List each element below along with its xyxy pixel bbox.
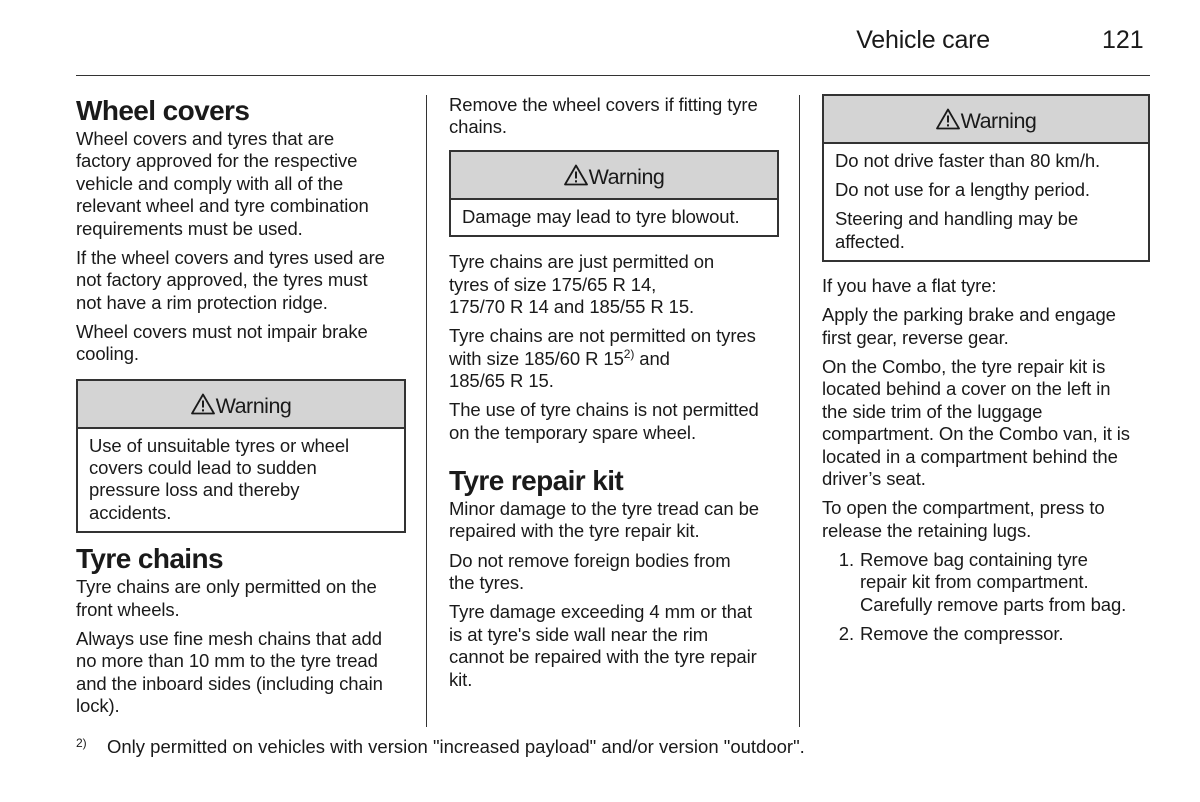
header-divider bbox=[76, 75, 1150, 76]
warning-box bbox=[76, 379, 406, 534]
list-item bbox=[822, 549, 1150, 616]
paragraph: To open the compartment, press to release the retaining lugs. bbox=[822, 497, 1105, 541]
column-1 bbox=[76, 94, 406, 724]
paragraph bbox=[449, 325, 779, 392]
paragraph: The use of tyre chains is not permitted on the temporary spare wheel. bbox=[449, 399, 759, 443]
paragraph: Wheel covers and tyres that are factory approved for the respective vehicle and comply with all of the relevant wheel and tyre combination requirements must be used. bbox=[76, 128, 369, 239]
step-text: Remove the compressor. bbox=[860, 622, 1064, 644]
warning-box bbox=[822, 94, 1150, 262]
heading-tyre-chains: Tyre chains bbox=[76, 543, 223, 575]
paragraph: Wheel covers must not impair brake cooling. bbox=[76, 320, 368, 365]
warning-header bbox=[78, 381, 404, 429]
paragraph: Remove the wheel covers if fitting tyre chains. bbox=[449, 94, 758, 138]
page-number: 121 bbox=[1102, 26, 1144, 54]
warning-text: Damage may lead to tyre blowout. bbox=[462, 205, 740, 227]
warning-triangle-icon bbox=[191, 383, 215, 433]
paragraph: Minor damage to the tyre tread can be repaired with the tyre repair kit. bbox=[449, 498, 759, 542]
column-2 bbox=[449, 94, 779, 698]
warning-text: Do not use for a lengthy period. bbox=[835, 179, 1090, 201]
paragraph: Tyre damage exceeding 4 mm or that is at tyre's side wall near the rim cannot be repaired with the tyre repair kit. bbox=[449, 601, 757, 690]
heading-wheel-covers: Wheel covers bbox=[76, 95, 250, 126]
warning-text: Do not drive faster than 80 km/h. bbox=[835, 150, 1101, 171]
paragraph-text: Tyre chains are not permitted on tyres with size 185/60 R 15 bbox=[449, 325, 756, 369]
warning-text: Use of unsuitable tyres or wheel covers could lead to sudden pressure loss and thereby accidents. bbox=[89, 434, 350, 523]
paragraph: Always use fine mesh chains that add no more than 10 mm to the tyre tread and the inboard sides (including chain lock). bbox=[76, 627, 383, 717]
warning-triangle-icon bbox=[936, 98, 960, 148]
running-header-section: Vehicle care bbox=[856, 26, 990, 54]
paragraph: Apply the parking brake and engage first gear, reverse gear. bbox=[822, 304, 1116, 348]
paragraph: Tyre chains are only permitted on the front wheels. bbox=[76, 576, 377, 620]
warning-title: Warning bbox=[215, 393, 292, 418]
column-divider bbox=[426, 95, 427, 727]
paragraph-text: and 185/65 R 15. bbox=[449, 347, 670, 392]
warning-header bbox=[451, 152, 777, 200]
warning-box bbox=[449, 150, 779, 237]
heading-tyre-repair-kit: Tyre repair kit bbox=[449, 465, 624, 497]
paragraph: Tyre chains are just permitted on tyres of size 175/65 R 14, 175/70 R 14 and 185/55 R 15. bbox=[449, 251, 715, 318]
footnote-marker: 2) bbox=[76, 736, 87, 750]
warning-text: Steering and handling may be affected. bbox=[835, 208, 1079, 252]
step-text: Remove bag containing tyre repair kit from compartment. Carefully remove parts from bag. bbox=[860, 548, 1127, 615]
footnote-reference: 2) bbox=[623, 346, 635, 361]
column-divider bbox=[799, 95, 800, 727]
footnote-text: Only permitted on vehicles with version "increased payload" and/or version "outdoor". bbox=[107, 736, 805, 757]
step-number: 2. bbox=[838, 622, 854, 644]
warning-triangle-icon bbox=[564, 154, 588, 204]
column-3 bbox=[822, 94, 1150, 652]
paragraph: If the wheel covers and tyres used are not factory approved, the tyres must not have a rim protection ridge. bbox=[76, 246, 385, 313]
paragraph: If you have a flat tyre: bbox=[822, 275, 997, 297]
footnote bbox=[76, 736, 805, 758]
warning-header bbox=[824, 96, 1148, 144]
paragraph: On the Combo, the tyre repair kit is located behind a cover on the left in the side trim of the luggage compartment. On the Combo van, it is located in a compartment behind the driver’s seat. bbox=[822, 356, 1130, 490]
list-item bbox=[822, 623, 1150, 645]
paragraph: Do not remove foreign bodies from the tyres. bbox=[449, 549, 731, 594]
warning-title: Warning bbox=[588, 164, 665, 189]
step-number: 1. bbox=[838, 548, 854, 570]
warning-title: Warning bbox=[960, 109, 1037, 133]
steps-list bbox=[822, 549, 1150, 645]
